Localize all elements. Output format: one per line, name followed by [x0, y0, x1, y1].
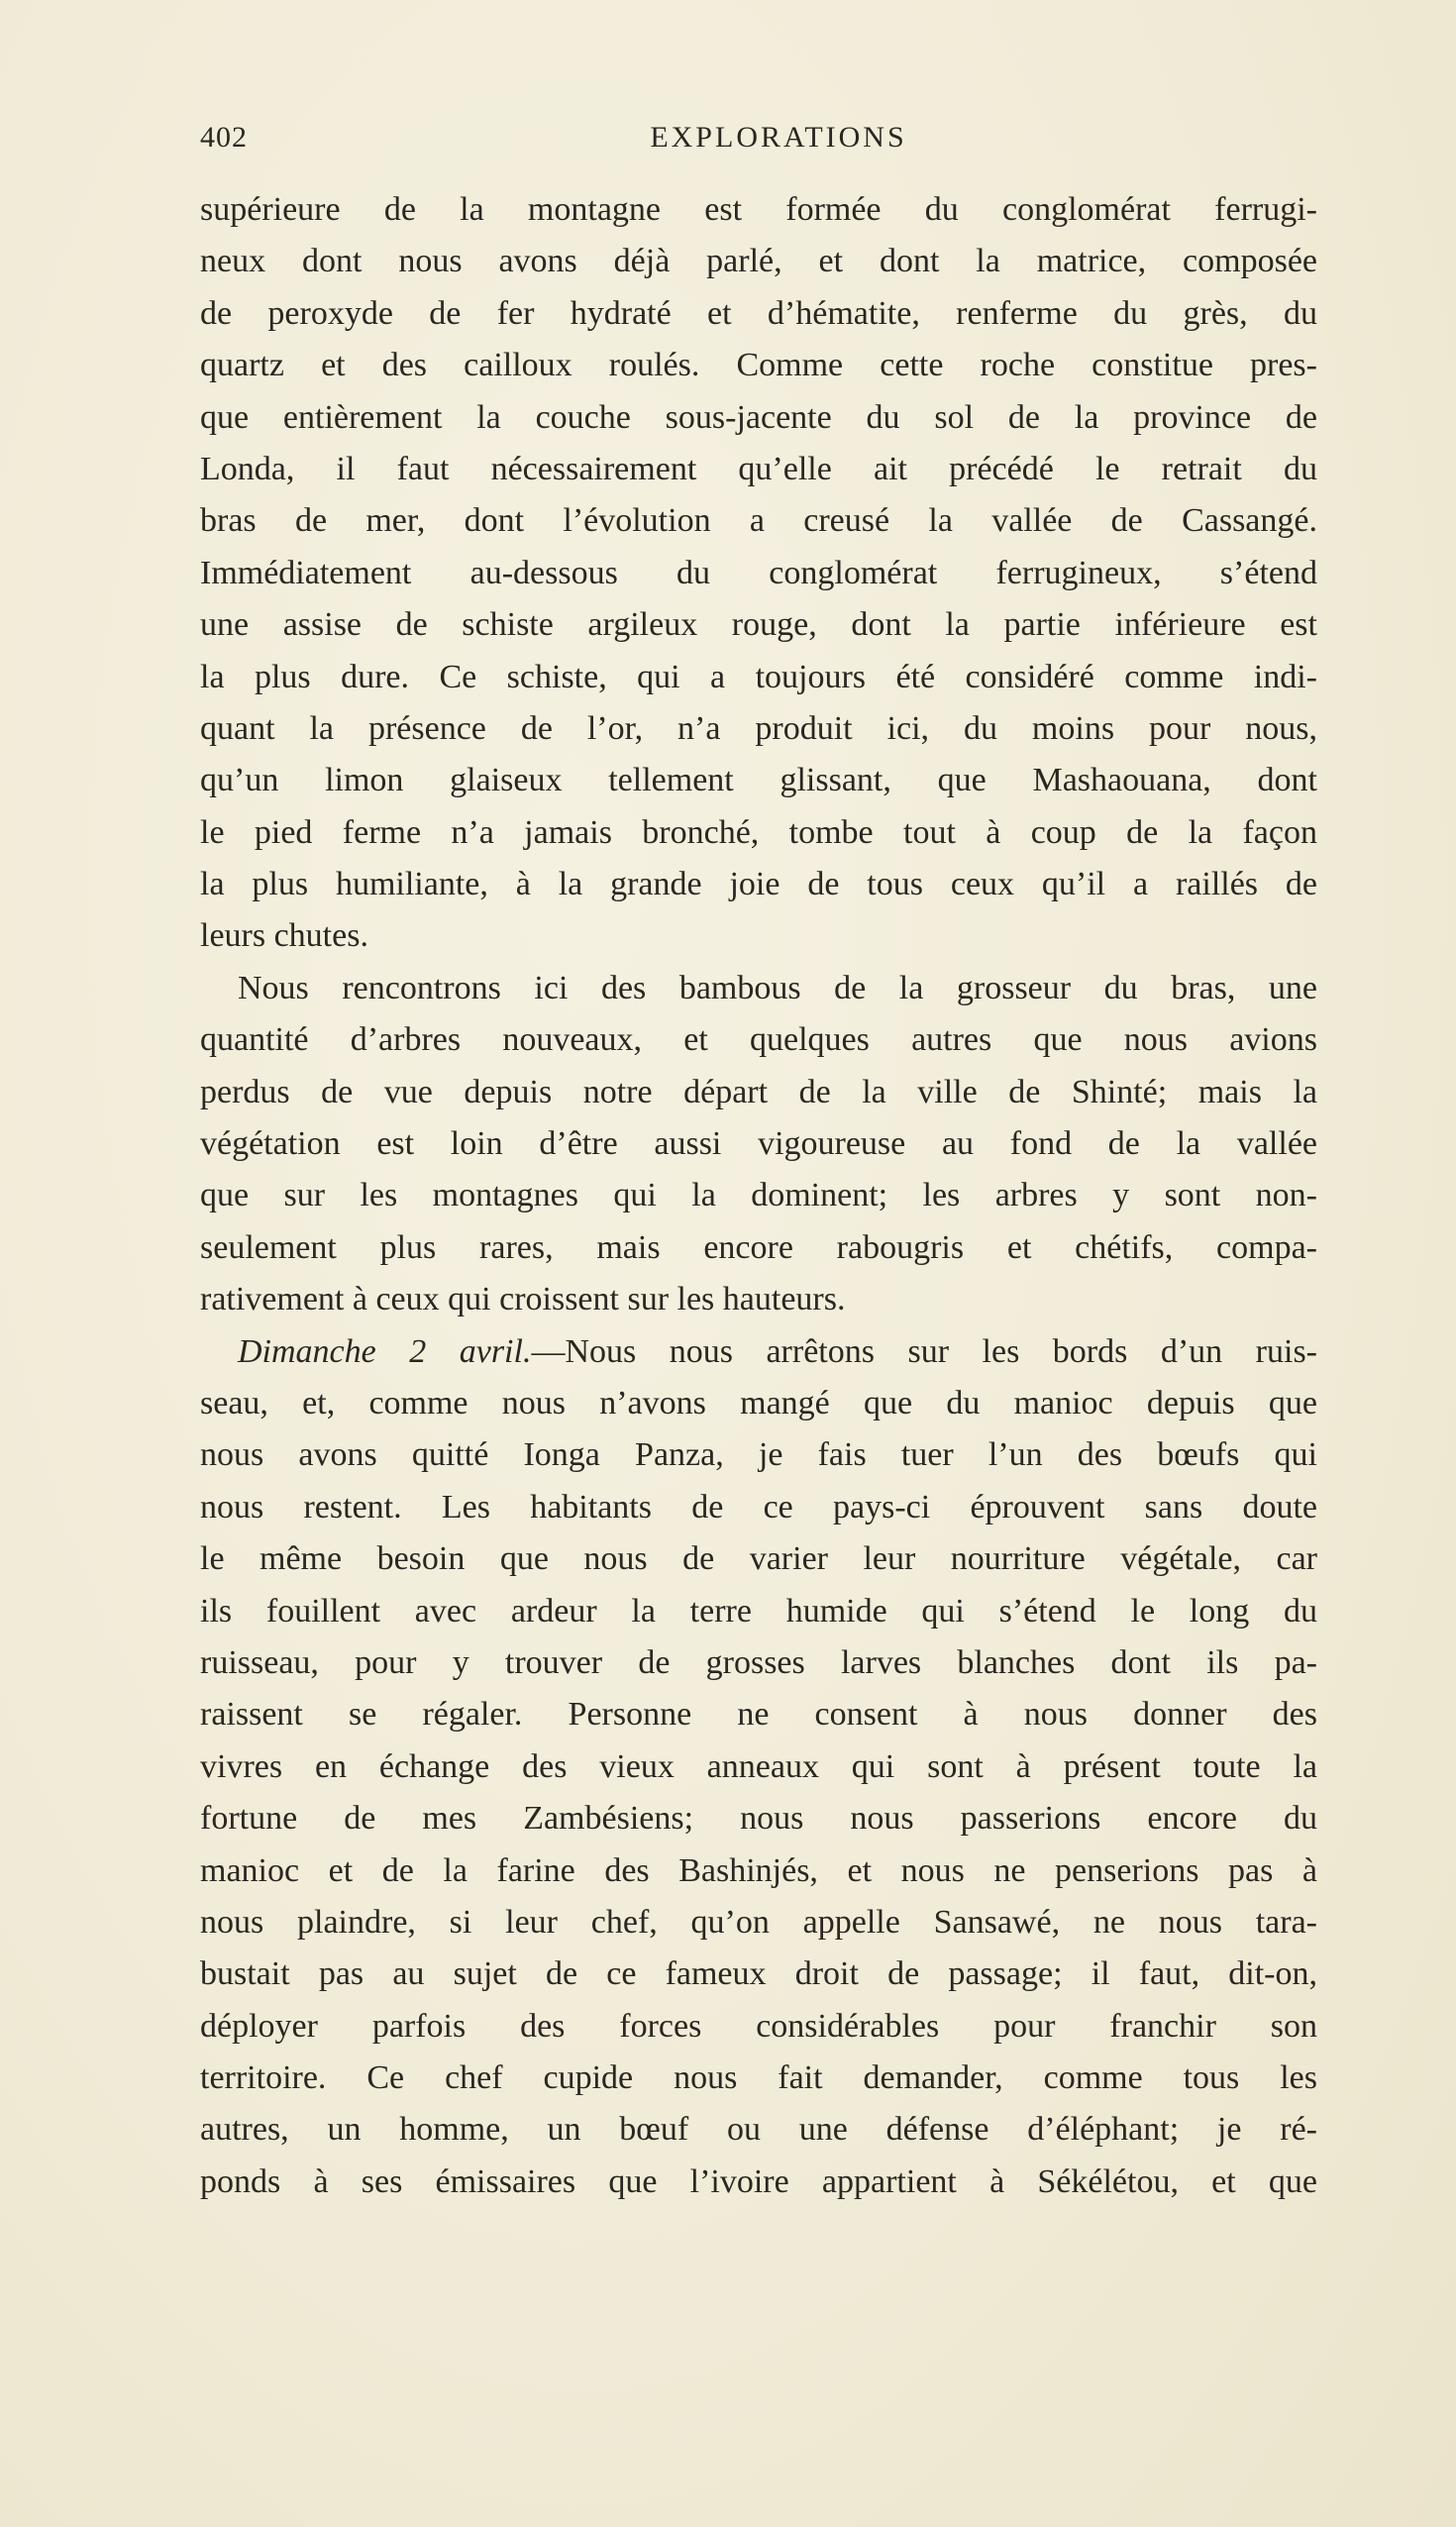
- text-line: Londa, il faut nécessairement qu’elle ait précédé le retrait du: [200, 450, 1317, 487]
- text-line: que entièrement la couche sous-jacente du sol de la province de: [200, 398, 1317, 436]
- body-text: [200, 184, 1317, 2208]
- running-head: [200, 121, 1317, 160]
- text-line: quant la présence de l’or, n’a produit ici, du moins pour nous,: [200, 709, 1317, 747]
- text-line: ponds à ses émissaires que l’ivoire appartient à Sékélétou, et que: [200, 2162, 1317, 2200]
- text-line: déployer parfois des forces considérables pour franchir son: [200, 2007, 1317, 2045]
- text-line: —Nous nous arrêtons sur les bords d’un ruis-: [531, 1332, 1317, 1370]
- text-line: perdus de vue depuis notre départ de la ville de Shinté; mais la: [200, 1073, 1317, 1110]
- text-line: végétation est loin d’être aussi vigoureuse au fond de la vallée: [200, 1125, 1317, 1163]
- text-line: la plus dure. Ce schiste, qui a toujours été considéré comme indi-: [200, 658, 1317, 695]
- text-line: fortune de mes Zambésiens; nous nous passerions encore du: [200, 1800, 1317, 1838]
- text-line: seau, et, comme nous n’avons mangé que du manioc depuis que: [200, 1384, 1317, 1421]
- text-line: la plus humiliante, à la grande joie de tous ceux qu’il a raillés de: [200, 866, 1317, 903]
- text-line: raissent se régaler. Personne ne consent à nous donner des: [200, 1696, 1317, 1734]
- text-line: bras de mer, dont l’évolution a creusé la vallée de Cassangé.: [200, 502, 1317, 540]
- text-line: seulement plus rares, mais encore rabougris et chétifs, compa-: [200, 1228, 1317, 1266]
- running-title: EXPLORATIONS: [650, 121, 907, 154]
- text-line: de peroxyde de fer hydraté et d’hématite, renferme du grès, du: [200, 294, 1317, 332]
- text-line: Nous rencontrons ici des bambous de la grosseur du bras, une: [238, 969, 1317, 1006]
- text-line: supérieure de la montagne est formée du conglomérat ferrugi-: [200, 191, 1317, 228]
- text-line: quantité d’arbres nouveaux, et quelques autres que nous avions: [200, 1021, 1317, 1059]
- text-line: le pied ferme n’a jamais bronché, tombe tout à coup de la façon: [200, 813, 1317, 851]
- text-line: le même besoin que nous de varier leur nourriture végétale, car: [200, 1540, 1317, 1578]
- text-line: manioc et de la farine des Bashinjés, et nous ne penserions pas à: [200, 1851, 1317, 1889]
- text-line: une assise de schiste argileux rouge, dont la partie inférieure est: [200, 606, 1317, 644]
- text-line: ils fouillent avec ardeur la terre humide qui s’étend le long du: [200, 1592, 1317, 1630]
- text-line: autres, un homme, un bœuf ou une défense d’éléphant; je ré-: [200, 2111, 1317, 2149]
- text-line: nous avons quitté Ionga Panza, je fais tuer l’un des bœufs qui: [200, 1436, 1317, 1474]
- text-line: leurs chutes.: [200, 917, 368, 955]
- text-line: vivres en échange des vieux anneaux qui sont à présent toute la: [200, 1747, 1317, 1785]
- text-line: neux dont nous avons déjà parlé, et dont la matrice, composée: [200, 243, 1317, 280]
- text-line: nous restent. Les habitants de ce pays-ci éprouvent sans doute: [200, 1488, 1317, 1526]
- text-line: quartz et des cailloux roulés. Comme cette roche constitue pres-: [200, 347, 1317, 384]
- text-line: que sur les montagnes qui la dominent; les arbres y sont non-: [200, 1177, 1317, 1214]
- text-line: bustait pas au sujet de ce fameux droit de passage; il faut, dit-on,: [200, 1955, 1317, 1993]
- text-line: ruisseau, pour y trouver de grosses larves blanches dont ils pa-: [200, 1643, 1317, 1681]
- text-line: qu’un limon glaiseux tellement glissant, que Mashaouana, dont: [200, 762, 1317, 799]
- text-line: Immédiatement au-dessous du conglomérat ferrugineux, s’étend: [200, 554, 1317, 591]
- page-number: 402: [200, 121, 248, 154]
- dateline: Dimanche 2 avril.: [238, 1332, 532, 1370]
- text-line: nous plaindre, si leur chef, qu’on appelle Sansawé, ne nous tara-: [200, 1903, 1317, 1941]
- text-line: rativement à ceux qui croissent sur les hauteurs.: [200, 1281, 846, 1318]
- text-line: territoire. Ce chef cupide nous fait demander, comme tous les: [200, 2059, 1317, 2097]
- dateline-line: [200, 1326, 1317, 1378]
